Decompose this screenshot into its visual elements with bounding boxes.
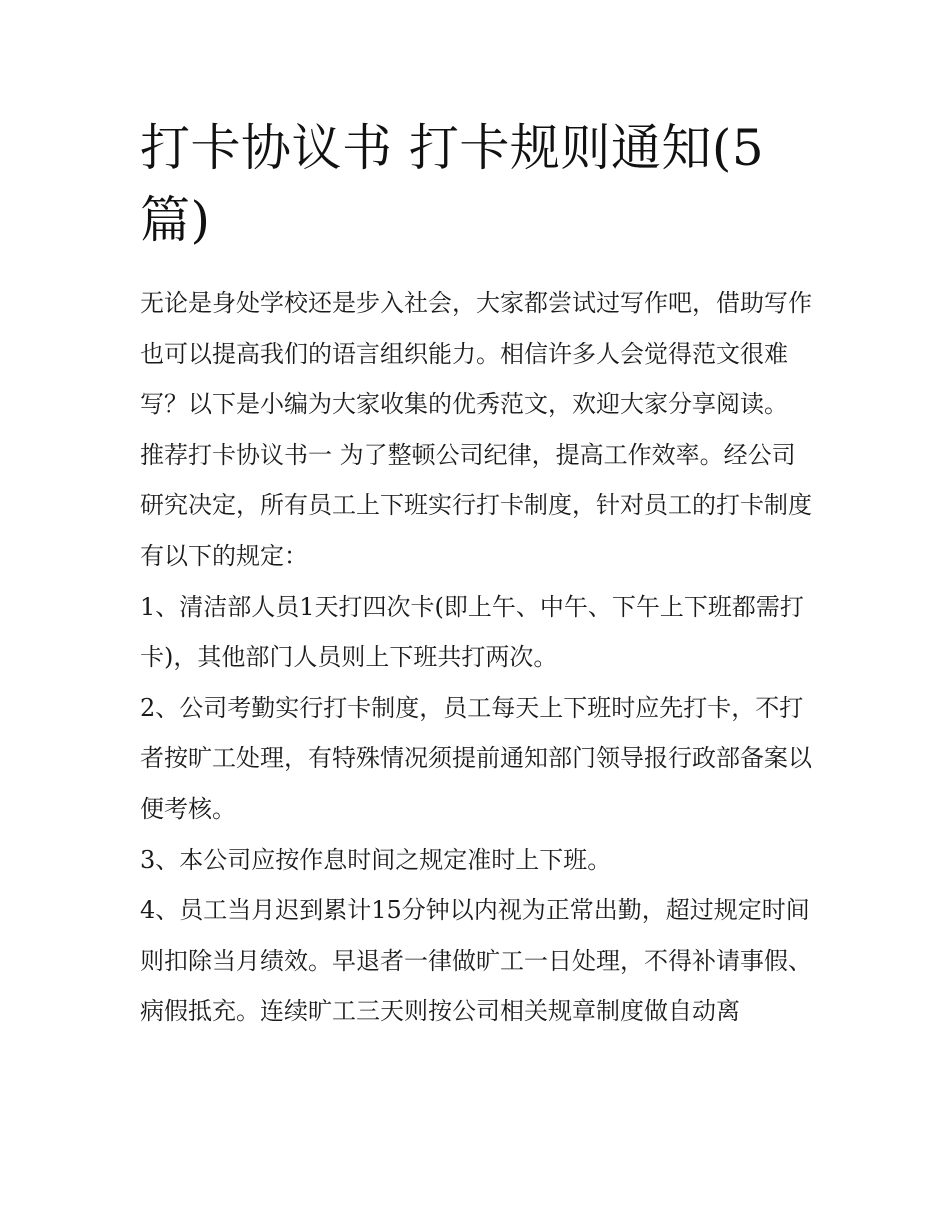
intro-paragraph: 无论是身处学校还是步入社会，大家都尝试过写作吧，借助写作也可以提高我们的语言组织能力。相信许多人会觉得范文很难写？以下是小编为大家收集的优秀范文，欢迎大家分享阅读。 bbox=[140, 289, 812, 419]
rule-item-4: 4、员工当月迟到累计15分钟以内视为正常出勤，超过规定时间则扣除当月绩效。早退者一律做旷工一日处理，不得补请事假、病假抵充。连续旷工三天则按公司相关规章制度做自动离 bbox=[140, 896, 812, 1026]
document-body bbox=[140, 278, 815, 1037]
rule-item-2: 2、公司考勤实行打卡制度，员工每天上下班时应先打卡，不打者按旷工处理，有特殊情况须提前通知部门领导报行政部备案以便考核。 bbox=[140, 693, 812, 823]
rule-item-1: 1、清洁部人员1天打四次卡(即上午、中午、下午上下班都需打卡)，其他部门人员则上下班共打两次。 bbox=[140, 592, 804, 672]
document-content bbox=[140, 112, 815, 1037]
document-title: 打卡协议书 打卡规则通知(5篇) bbox=[140, 119, 765, 249]
agreement-intro-paragraph: 推荐打卡协议书一 为了整顿公司纪律，提高工作效率。经公司研究决定，所有员工上下班实行打卡制度，针对员工的打卡制度有以下的规定： bbox=[140, 440, 812, 570]
rule-item-3: 3、本公司应按作息时间之规定准时上下班。 bbox=[140, 845, 612, 874]
